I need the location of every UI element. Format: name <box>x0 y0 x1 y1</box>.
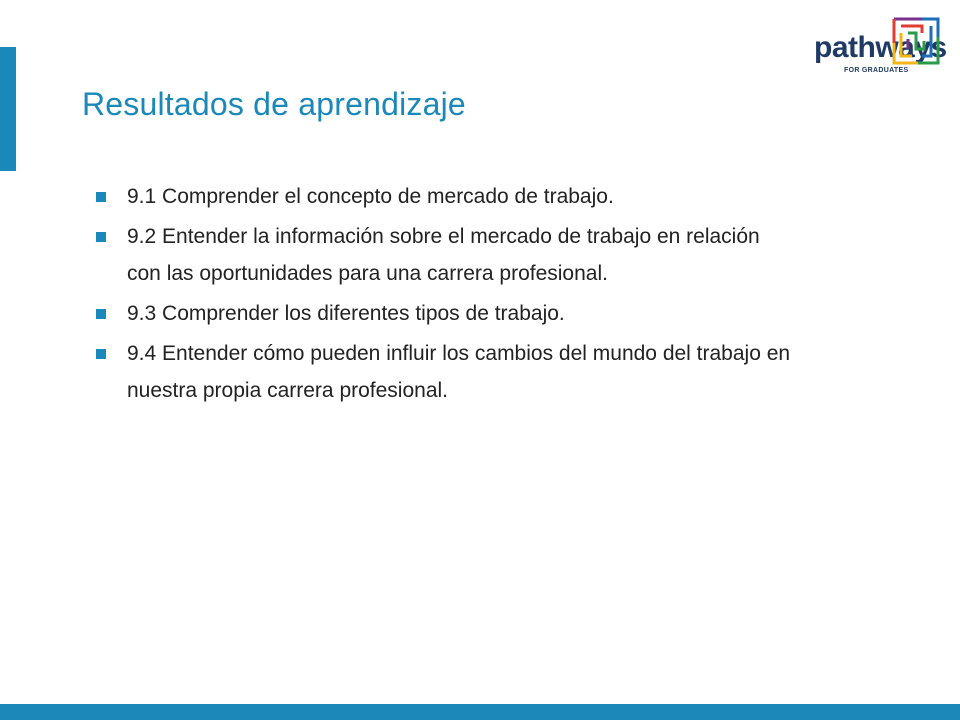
pathways-logo <box>814 17 947 77</box>
list-item-text: 9.3 Comprender los diferentes tipos de trabajo. <box>127 302 565 325</box>
logo-wordmark: pathways <box>814 31 947 64</box>
bottom-accent-bar <box>0 704 960 720</box>
list-item-text: 9.1 Comprender el concepto de mercado de trabajo. <box>127 185 614 208</box>
list-item <box>96 295 796 332</box>
square-bullet-icon <box>96 349 106 359</box>
list-item-text: 9.2 Entender la información sobre el mercado de trabajo en relación con las oportunidades para una carrera profesional. <box>127 225 760 285</box>
left-accent-bar <box>0 47 16 171</box>
square-bullet-icon <box>96 309 106 319</box>
list-item <box>96 335 796 409</box>
square-bullet-icon <box>96 232 106 242</box>
list-item-text: 9.4 Entender cómo pueden influir los cambios del mundo del trabajo en nuestra propia carrera profesional. <box>127 342 791 402</box>
square-bullet-icon <box>96 192 106 202</box>
maze-square-logo-icon <box>892 17 940 65</box>
learning-outcomes-list <box>96 178 796 412</box>
slide-title: Resultados de aprendizaje <box>82 86 466 122</box>
list-item <box>96 178 796 215</box>
list-item <box>96 218 796 292</box>
logo-subtitle: FOR GRADUATES <box>844 67 909 74</box>
